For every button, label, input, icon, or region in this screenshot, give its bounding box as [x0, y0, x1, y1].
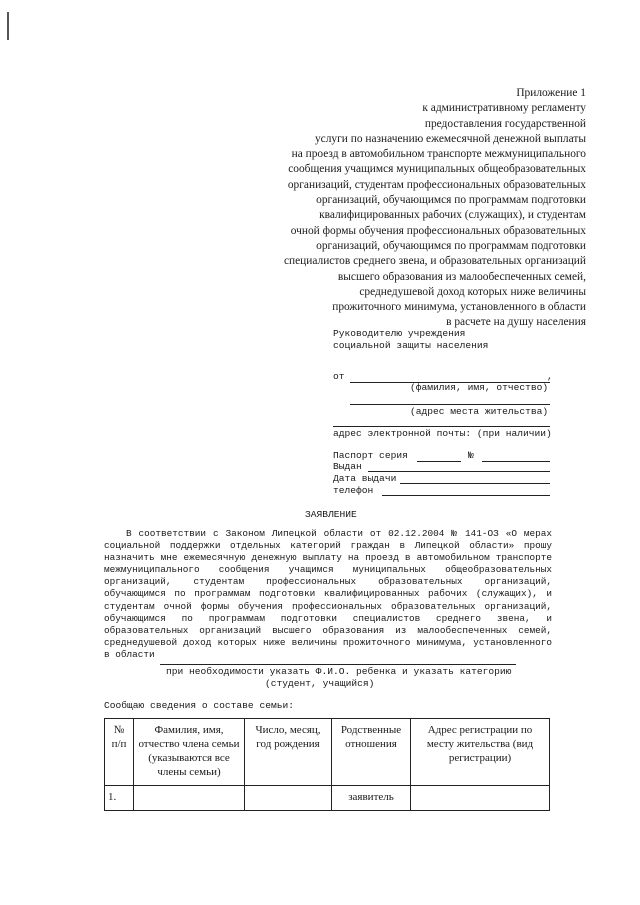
from-label: от [333, 371, 345, 382]
appendix-line: квалифицированных рабочих (служащих), и студентам [319, 209, 586, 222]
issue-date-field[interactable] [400, 483, 550, 484]
appendix-header [246, 86, 586, 331]
email-field-line[interactable] [333, 426, 550, 427]
phone-field[interactable] [382, 495, 550, 496]
header-number: № п/п [105, 719, 134, 786]
application-body [104, 528, 552, 661]
passport-number-field[interactable] [482, 461, 550, 462]
header-birth-date: Число, месяц, год рождения [245, 719, 332, 786]
appendix-line: предоставления государственной [424, 117, 586, 130]
cell-fio[interactable] [134, 786, 245, 811]
passport-series-label: Паспорт серия [333, 450, 408, 461]
appendix-line: услуги по назначению ежемесячной денежной выплаты [314, 132, 586, 145]
appendix-line: очной формы обучения профессиональных образовательных [290, 224, 586, 237]
appendix-line: специалистов среднего звена, и образовательных организаций [283, 255, 586, 268]
email-label: адрес электронной почты: (при наличии) [333, 428, 552, 439]
appendix-line: высшего образования из малообеспеченных семей, [337, 270, 586, 283]
appendix-line: Приложение 1 [516, 87, 586, 99]
appendix-line: сообщения учащимся муниципальных общеобразовательных [288, 163, 586, 176]
appendix-line: организаций, обучающимся по программам подготовки [316, 239, 586, 252]
child-hint-line-2: (студент, учащийся) [265, 678, 375, 689]
appendix-line: на проезд в автомобильном транспорте межмуниципального [291, 148, 586, 161]
cell-birth-date[interactable] [245, 786, 332, 811]
appendix-line: организаций, студентам профессиональных образовательных [287, 178, 586, 191]
appendix-line: к административному регламенту [422, 102, 586, 115]
fio-hint: (фамилия, имя, отчество) [410, 382, 549, 393]
scan-artifact [7, 12, 9, 40]
cell-address[interactable] [411, 786, 550, 811]
appendix-line: среднедушевой доход которых ниже величины [359, 285, 586, 298]
fio-comma: , [547, 371, 553, 382]
header-relation: Родственные отношения [332, 719, 411, 786]
table-row [105, 786, 550, 811]
family-table [104, 718, 550, 811]
family-intro: Сообщаю сведения о составе семьи: [104, 700, 294, 711]
address-hint: (адрес места жительства) [410, 406, 549, 417]
appendix-line: в расчете на душу населения [446, 316, 586, 329]
phone-label: телефон [333, 485, 374, 496]
header-address: Адрес регистрации по месту жительства (вид регистрации) [411, 719, 550, 786]
cell-number: 1. [105, 786, 134, 811]
header-fio: Фамилия, имя, отчество члена семьи (указываются все члены семьи) [134, 719, 245, 786]
address-field-line[interactable] [350, 404, 550, 405]
issued-field[interactable] [368, 471, 550, 472]
child-hint-line-1: при необходимости указать Ф.И.О. ребенка и указать категорию [166, 666, 512, 677]
document-title: ЗАЯВЛЕНИЕ [305, 509, 357, 520]
passport-number-sign: № [468, 450, 474, 461]
appendix-line: организаций, обучающимся по программам подготовки [316, 194, 586, 207]
body-paragraph: В соответствии с Законом Липецкой области от 02.12.2004 № 141-ОЗ «О мерах социальной поддержки отдельных категорий граждан в Липецкой области» прошу назначить мне ежемесячную денежную выплату на проезд в автомобильном транспорте межмуниципального сообщения учащимся муниципальных общеобразовательных организаций, студентам профессиональных образовательных организаций, обучающимся по программам подготовки квалифицированных рабочих (служащих), и студентам очной формы обучения профессиональных образовательных организаций, обучающимся по программам подготовки специалистов среднего звена, и образовательных организаций высшего образования из малообеспеченных семей, среднедушевой доход которых ниже величины прожиточного минимума, установленного в области [104, 528, 552, 660]
passport-series-field[interactable] [417, 461, 461, 462]
appendix-line: прожиточного минимума, установленного в области [332, 301, 586, 314]
addressee-line-2: социальной защиты населения [333, 340, 489, 351]
issued-label: Выдан [333, 461, 362, 472]
addressee-line-1: Руководителю учреждения [333, 328, 466, 339]
cell-relation: заявитель [332, 786, 411, 811]
table-header-row [105, 719, 550, 786]
issue-date-label: Дата выдачи [333, 473, 397, 484]
child-fio-field-line[interactable] [160, 664, 516, 665]
